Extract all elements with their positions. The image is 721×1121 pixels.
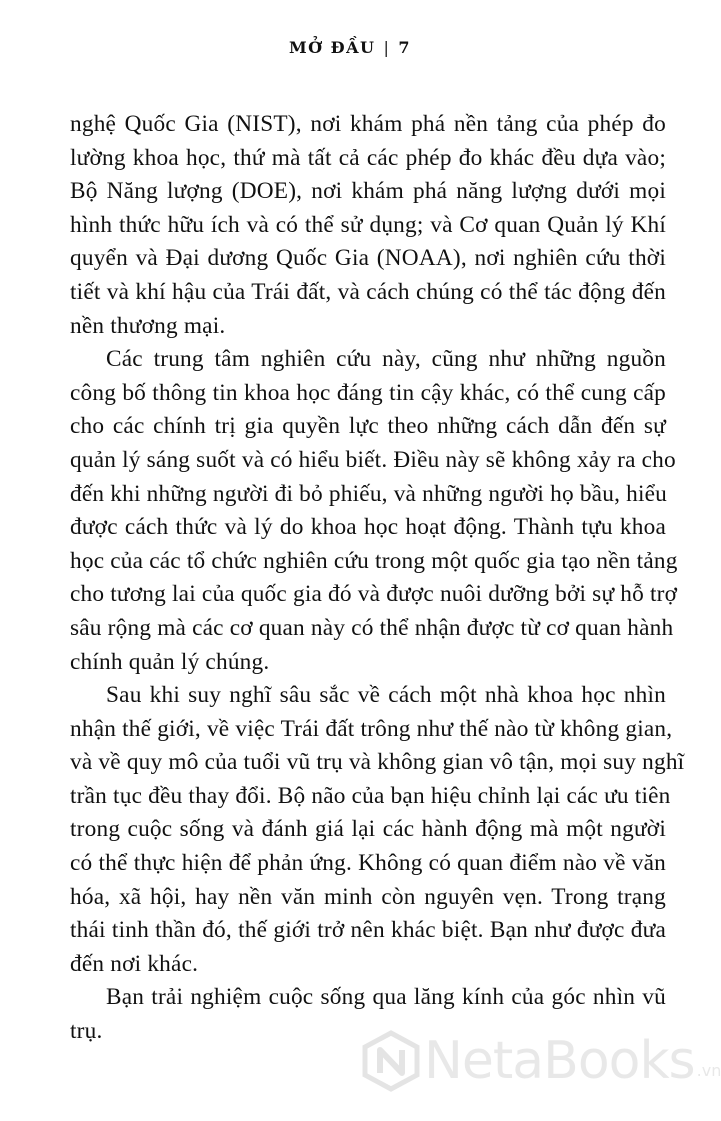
text-line: cho tương lai của quốc gia đó và được nuôi dưỡng bởi sự hỗ trợ xyxy=(70,581,678,608)
text-line: nhận thế giới, về việc Trái đất trông như thế nào từ không gian, xyxy=(70,715,673,742)
paragraph xyxy=(70,108,666,343)
text-line: sâu rộng mà các cơ quan này có thể nhận được từ cơ quan hành xyxy=(70,614,674,641)
text-line: đến khi những người đi bỏ phiếu, và những người họ bầu, hiểu xyxy=(70,480,668,507)
text-line: trong cuộc sống và đánh giá lại các hành động mà một người xyxy=(70,816,666,843)
text-line: thái tinh thần đó, thế giới trở nên khác biệt. Bạn như được đưa xyxy=(70,917,666,944)
body-text xyxy=(70,108,685,1049)
text-line: nền thương mại. xyxy=(70,312,226,339)
text-line: quản lý sáng suốt và có hiểu biết. Điều này sẽ không xảy ra cho xyxy=(70,446,676,473)
text-line: trụ. xyxy=(70,1018,103,1045)
text-line: hóa, xã hội, hay nền văn minh còn nguyên vẹn. Trong trạng xyxy=(70,883,666,910)
text-line: trần tục đều thay đổi. Bộ não của bạn hiệu chỉnh lại các ưu tiên xyxy=(70,782,671,809)
watermark-tld: .vn xyxy=(696,1061,721,1080)
text-line: hình thức hữu ích và có thể sử dụng; và Cơ quan Quản lý Khí xyxy=(70,211,666,238)
page-number: 7 xyxy=(398,38,412,57)
netabooks-logo-icon xyxy=(362,1031,420,1091)
text-line: quyển và Đại dương Quốc Gia (NOAA), nơi nghiên cứu thời xyxy=(70,245,666,272)
text-line: Sau khi suy nghĩ sâu sắc về cách một nhà khoa học nhìn xyxy=(106,682,666,709)
text-line: được cách thức và lý do khoa học hoạt động. Thành tựu khoa xyxy=(70,514,666,541)
text-line: tiết và khí hậu của Trái đất, và cách chúng có thể tác động đến xyxy=(70,278,666,305)
text-line: Các trung tâm nghiên cứu này, cũng như những nguồn xyxy=(106,346,666,373)
text-line: có thể thực hiện để phản ứng. Không có quan điểm nào về văn xyxy=(70,850,666,877)
text-line: và về quy mô của tuổi vũ trụ và không gian vô tận, mọi suy nghĩ xyxy=(70,749,685,776)
text-line: Bộ Năng lượng (DOE), nơi khám phá năng lượng dưới mọi xyxy=(70,178,666,205)
text-line: công bố thông tin khoa học đáng tin cậy khác, có thể cung cấp xyxy=(70,379,666,406)
text-line: lường khoa học, thứ mà tất cả các phép đo khác đều dựa vào; xyxy=(70,144,666,171)
text-line: nghệ Quốc Gia (NIST), nơi khám phá nền tảng của phép đo xyxy=(70,111,666,137)
text-line: học của các tổ chức nghiên cứu trong một quốc gia tạo nền tảng xyxy=(70,547,678,574)
publisher-watermark xyxy=(362,1028,721,1094)
text-line: Bạn trải nghiệm cuộc sống qua lăng kính của góc nhìn vũ xyxy=(106,984,666,1011)
paragraph xyxy=(70,343,678,679)
watermark-brand: NetaBooks xyxy=(424,1031,695,1091)
text-line: đến nơi khác. xyxy=(70,950,199,977)
chapter-title: MỞ ĐẦU xyxy=(288,38,376,57)
text-line: cho các chính trị gia quyền lực theo những cách dẫn đến sự xyxy=(70,413,666,440)
running-header xyxy=(0,38,700,57)
text-line: chính quản lý chúng. xyxy=(70,648,270,675)
header-separator: | xyxy=(383,38,391,57)
paragraph xyxy=(70,679,685,981)
